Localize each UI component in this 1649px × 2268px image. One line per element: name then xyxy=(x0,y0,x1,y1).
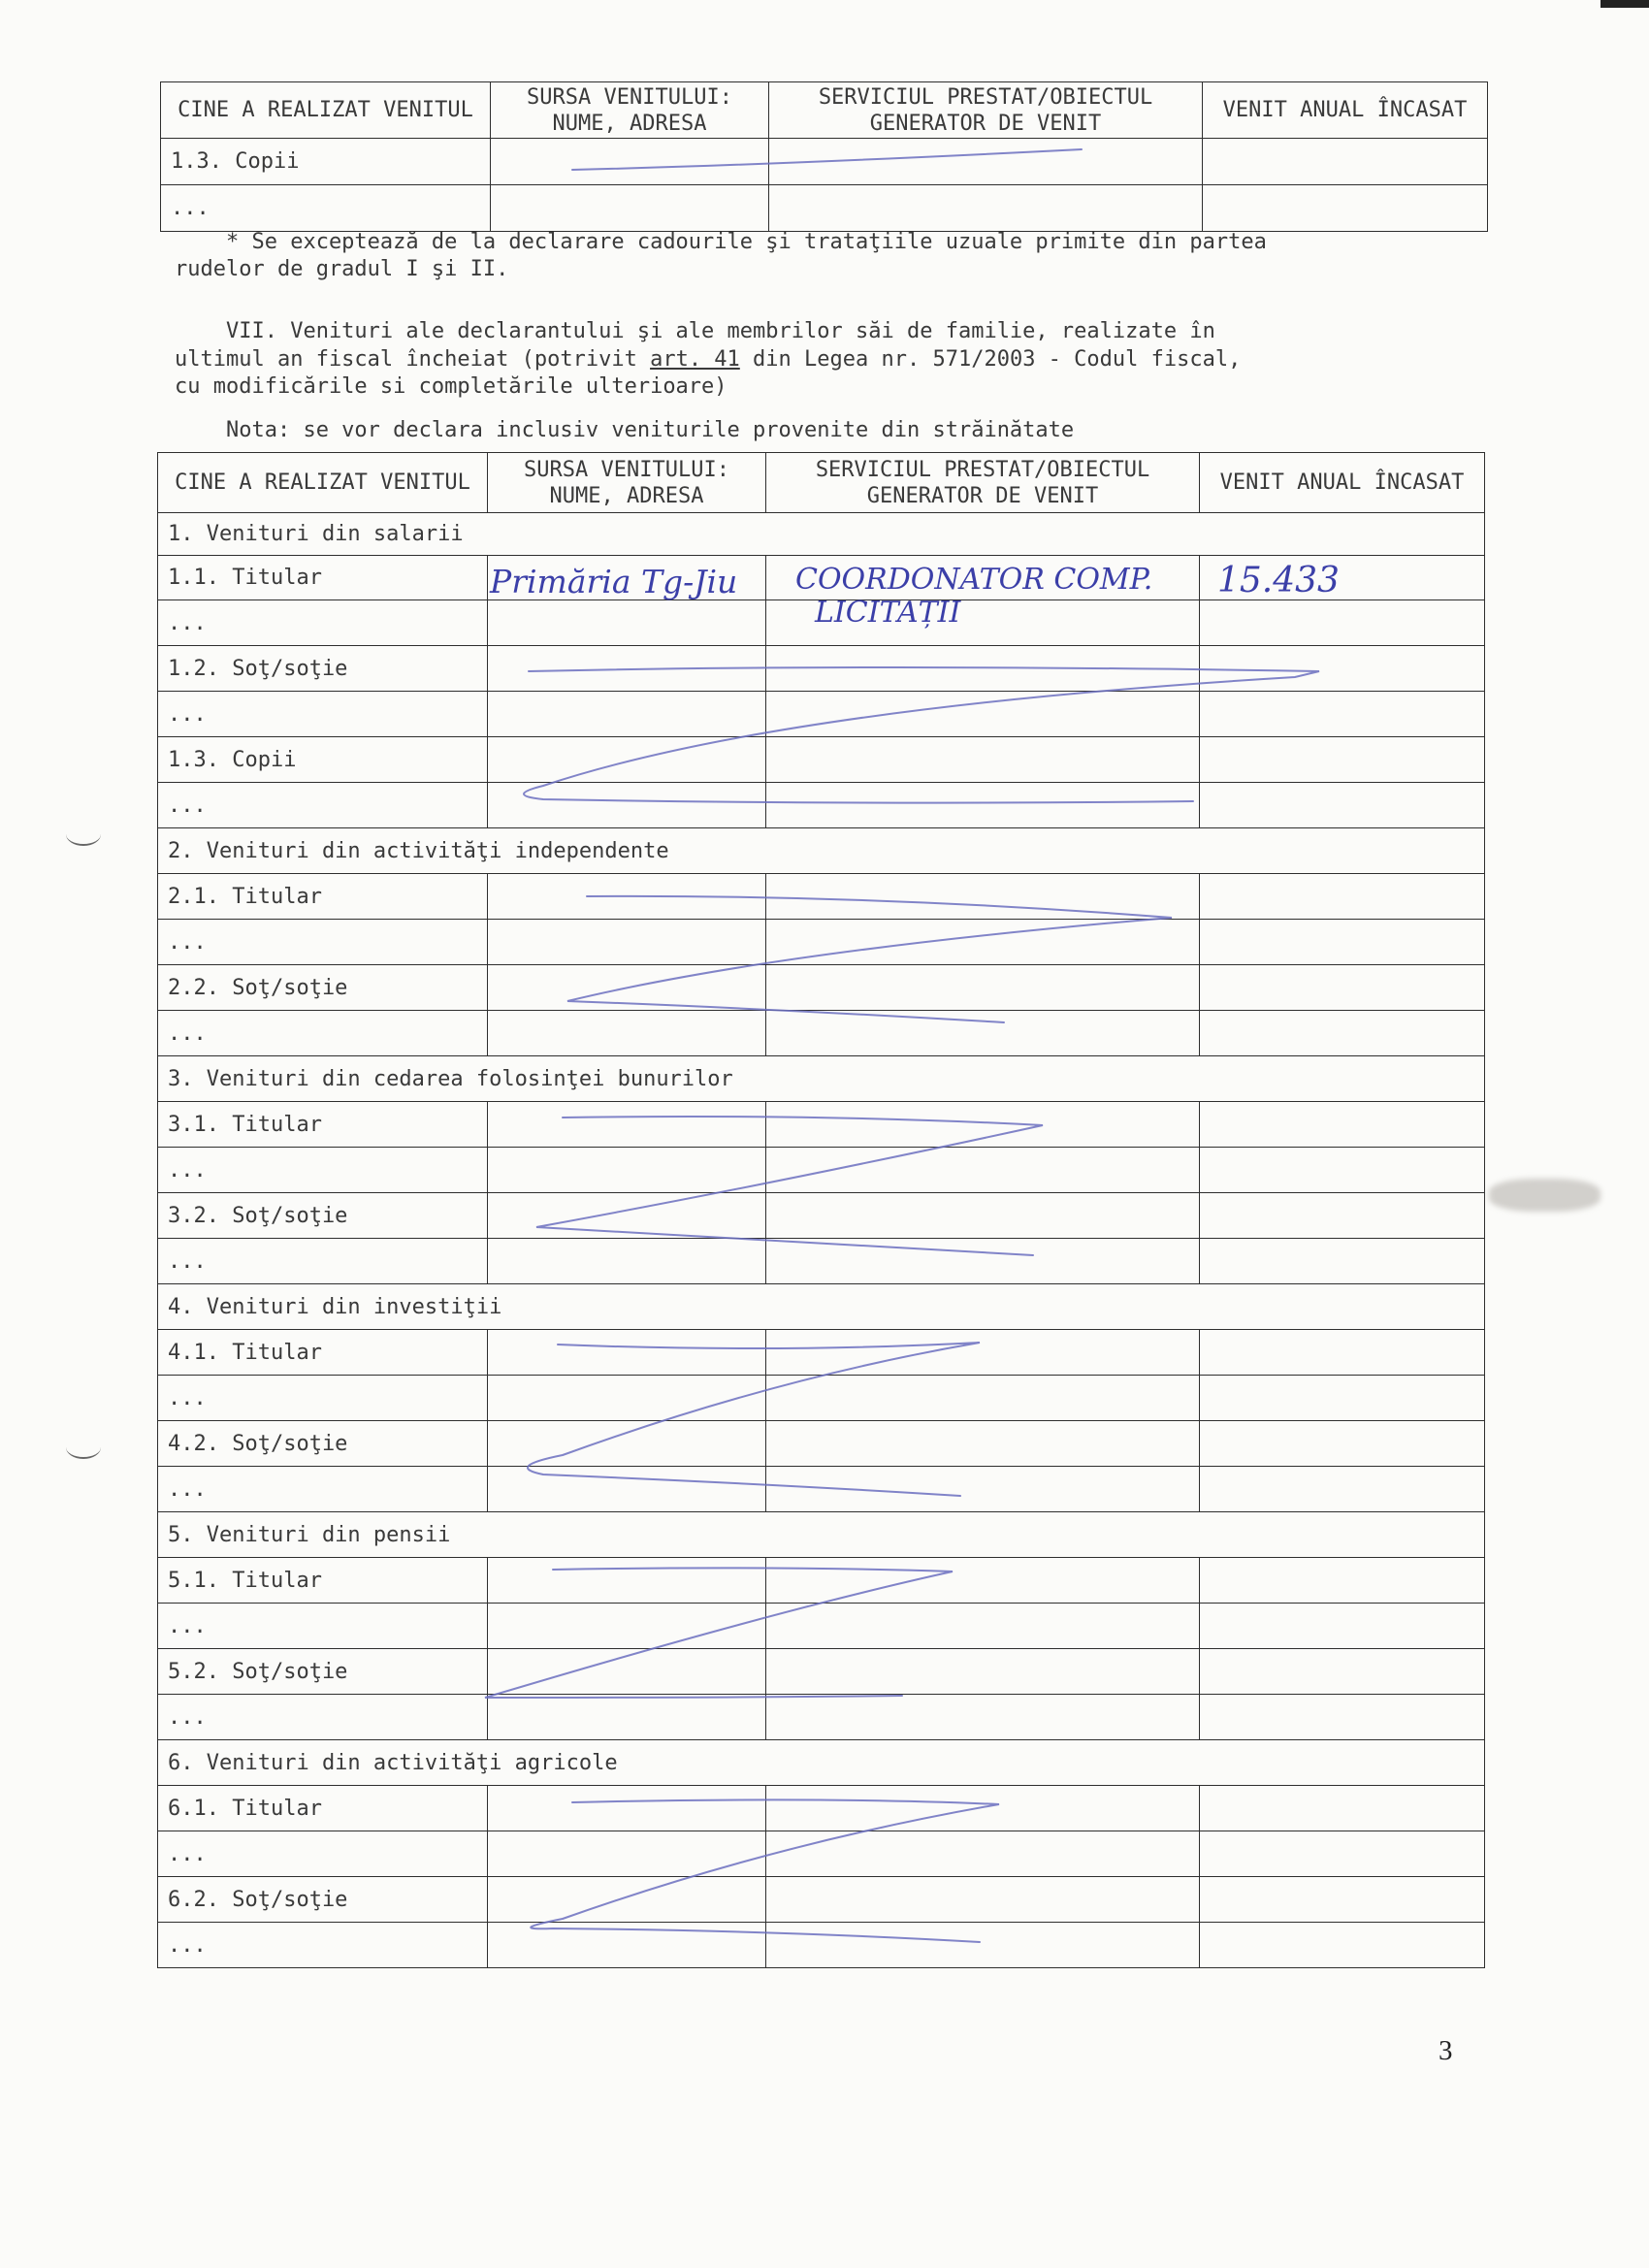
row-label: ... xyxy=(158,692,488,737)
row-label: ... xyxy=(158,1239,488,1284)
row-label: ... xyxy=(158,1148,488,1193)
strike-mark-salarii xyxy=(524,667,1319,803)
row-label: 5.2. Soţ/soţie xyxy=(158,1649,488,1695)
row-label: 6.2. Soţ/soţie xyxy=(158,1877,488,1923)
handwritten-amount: 15.433 xyxy=(1217,561,1340,600)
header-who: CINE A REALIZAT VENITUL xyxy=(158,453,488,513)
handwritten-source: Primăria Tg-Jiu xyxy=(490,563,738,600)
header-amount: VENIT ANUAL ÎNCASAT xyxy=(1200,453,1485,513)
row-label: 3.2. Soţ/soţie xyxy=(158,1193,488,1239)
row-label: 1.3. Copii xyxy=(161,139,491,185)
strike-mark-independente xyxy=(567,896,1172,1022)
header-amount: VENIT ANUAL ÎNCASAT xyxy=(1203,82,1488,139)
row-label: ... xyxy=(158,600,488,646)
section-vii-text: ultimul an fiscal încheiat (potrivit xyxy=(175,347,651,372)
law-article-link[interactable]: art. 41 xyxy=(650,347,740,372)
footnote-line-1: * Se exceptează de la declarare cadourile şi trataţiile uzuale primite din partea xyxy=(175,230,1267,254)
row-label: ... xyxy=(158,1011,488,1056)
handwritten-service-line-1: COORDONATOR COMP. xyxy=(795,563,1153,597)
row-label: 1.2. Soţ/soţie xyxy=(158,646,488,692)
strike-mark-agricole xyxy=(531,1799,999,1942)
handwritten-service-line-2: LICITAȚII xyxy=(815,596,961,630)
row-label: ... xyxy=(161,185,491,232)
section-title: 4. Venituri din investiţii xyxy=(158,1284,1485,1330)
row-label: ... xyxy=(158,1831,488,1877)
strike-mark-cedarea xyxy=(536,1117,1043,1255)
footnote-line-2: rudelor de gradul I şi II. xyxy=(175,257,509,281)
punch-hole-mark xyxy=(66,823,101,846)
row-label: ... xyxy=(158,1604,488,1649)
section-title: 5. Venituri din pensii xyxy=(158,1512,1485,1558)
row-label: ... xyxy=(158,1695,488,1740)
scan-edge-mark xyxy=(1600,0,1649,8)
row-label: 3.1. Titular xyxy=(158,1102,488,1148)
row-label: 1.1. Titular xyxy=(158,556,488,600)
row-label: ... xyxy=(158,920,488,965)
header-service: SERVICIUL PRESTAT/OBIECTUL GENERATOR DE VENIT xyxy=(769,82,1203,139)
section-vii-line-3: cu modificările si completările ulterioare) xyxy=(175,374,728,399)
strike-mark-top xyxy=(572,149,1082,170)
section-title: 2. Venituri din activităţi independente xyxy=(158,828,1485,874)
section-vii-line-1: VII. Venituri ale declarantului şi ale membrilor săi de familie, realizate în xyxy=(175,319,1215,343)
row-label: ... xyxy=(158,1376,488,1421)
section-vii-text: din Legea nr. 571/2003 - Codul fiscal, xyxy=(739,347,1242,372)
header-source: SURSA VENITULUI: NUME, ADRESA xyxy=(488,453,766,513)
section-title: 3. Venituri din cedarea folosinţei bunurilor xyxy=(158,1056,1485,1102)
header-source: SURSA VENITULUI: NUME, ADRESA xyxy=(491,82,769,139)
row-label: 1.3. Copii xyxy=(158,737,488,783)
row-label: ... xyxy=(158,783,488,828)
header-service: SERVICIUL PRESTAT/OBIECTUL GENERATOR DE VENIT xyxy=(766,453,1200,513)
row-label: 4.1. Titular xyxy=(158,1330,488,1376)
header-who: CINE A REALIZAT VENITUL xyxy=(161,82,491,139)
smudge-mark xyxy=(1489,1179,1600,1212)
row-label: ... xyxy=(158,1923,488,1968)
section-title: 1. Venituri din salarii xyxy=(158,513,1485,556)
row-label: 6.1. Titular xyxy=(158,1786,488,1831)
punch-hole-mark xyxy=(66,1436,101,1459)
strike-mark-investitii xyxy=(528,1343,980,1496)
page-number: 3 xyxy=(1439,2035,1453,2066)
strike-mark-pensii xyxy=(485,1568,953,1698)
row-label: ... xyxy=(158,1467,488,1512)
section-title: 6. Venituri din activităţi agricole xyxy=(158,1740,1485,1786)
row-label: 2.1. Titular xyxy=(158,874,488,920)
row-label: 4.2. Soţ/soţie xyxy=(158,1421,488,1467)
row-label: 5.1. Titular xyxy=(158,1558,488,1604)
nota-line: Nota: se vor declara inclusiv veniturile provenite din străinătate xyxy=(175,418,1075,442)
row-label: 2.2. Soţ/soţie xyxy=(158,965,488,1011)
